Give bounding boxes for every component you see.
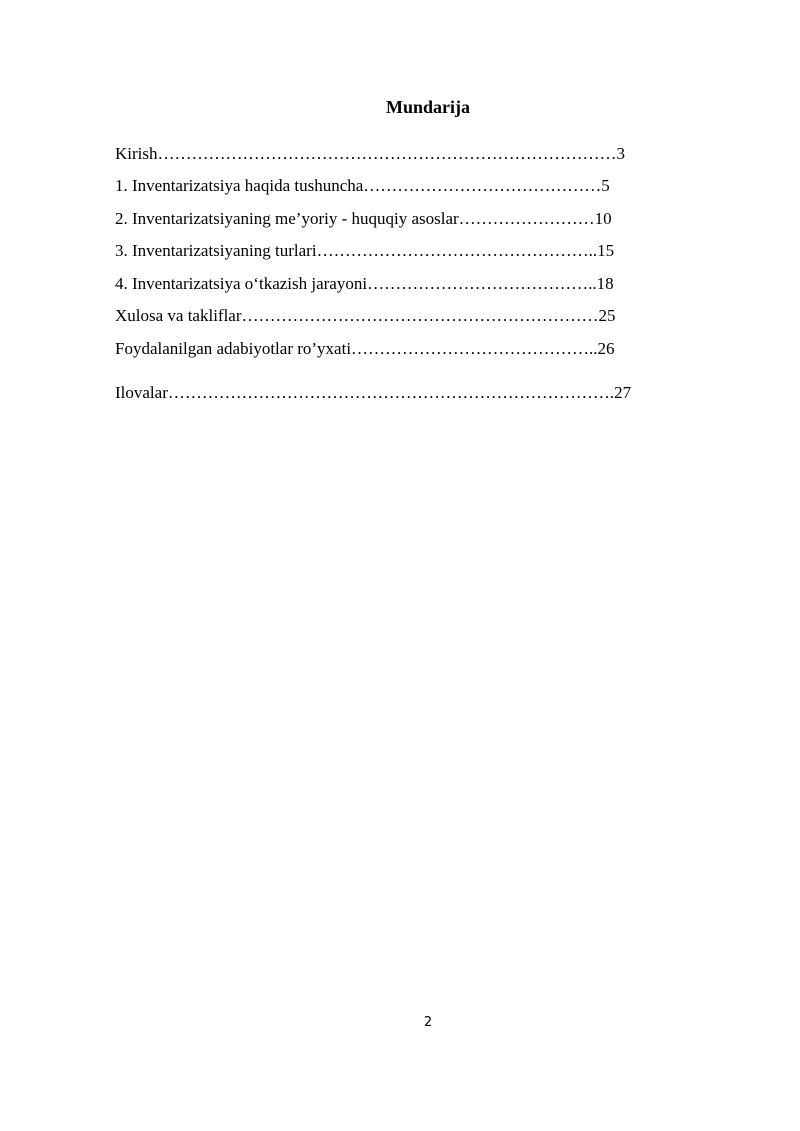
toc-entry-chapter-2: 2. Inventarizatsiyaning me’yoriy - huquqiy asoslar……………………10	[115, 209, 612, 228]
page-number: 2	[423, 1015, 433, 1030]
page-title: Mundarija	[385, 97, 470, 117]
toc-entry-chapter-3: 3. Inventarizatsiyaning turlari…………………………………………..15	[115, 241, 615, 260]
toc-entry-chapter-1: 1. Inventarizatsiya haqida tushuncha……………………………………5	[115, 176, 610, 195]
toc-entry-ilovalar: Ilovalar…………………………………………………………………….27	[115, 383, 632, 402]
toc-entry-chapter-4: 4. Inventarizatsiya o‘tkazish jarayoni…………………………………..18	[115, 274, 614, 293]
toc-entry-kirish: Kirish………………………………………………………………………3	[115, 144, 625, 163]
toc-entry-adabiyotlar: Foydalanilgan adabiyotlar ro’yxati……………………………………..26	[115, 339, 615, 358]
toc-entry-xulosa: Xulosa va takliflar………………………………………………………25	[115, 306, 616, 325]
